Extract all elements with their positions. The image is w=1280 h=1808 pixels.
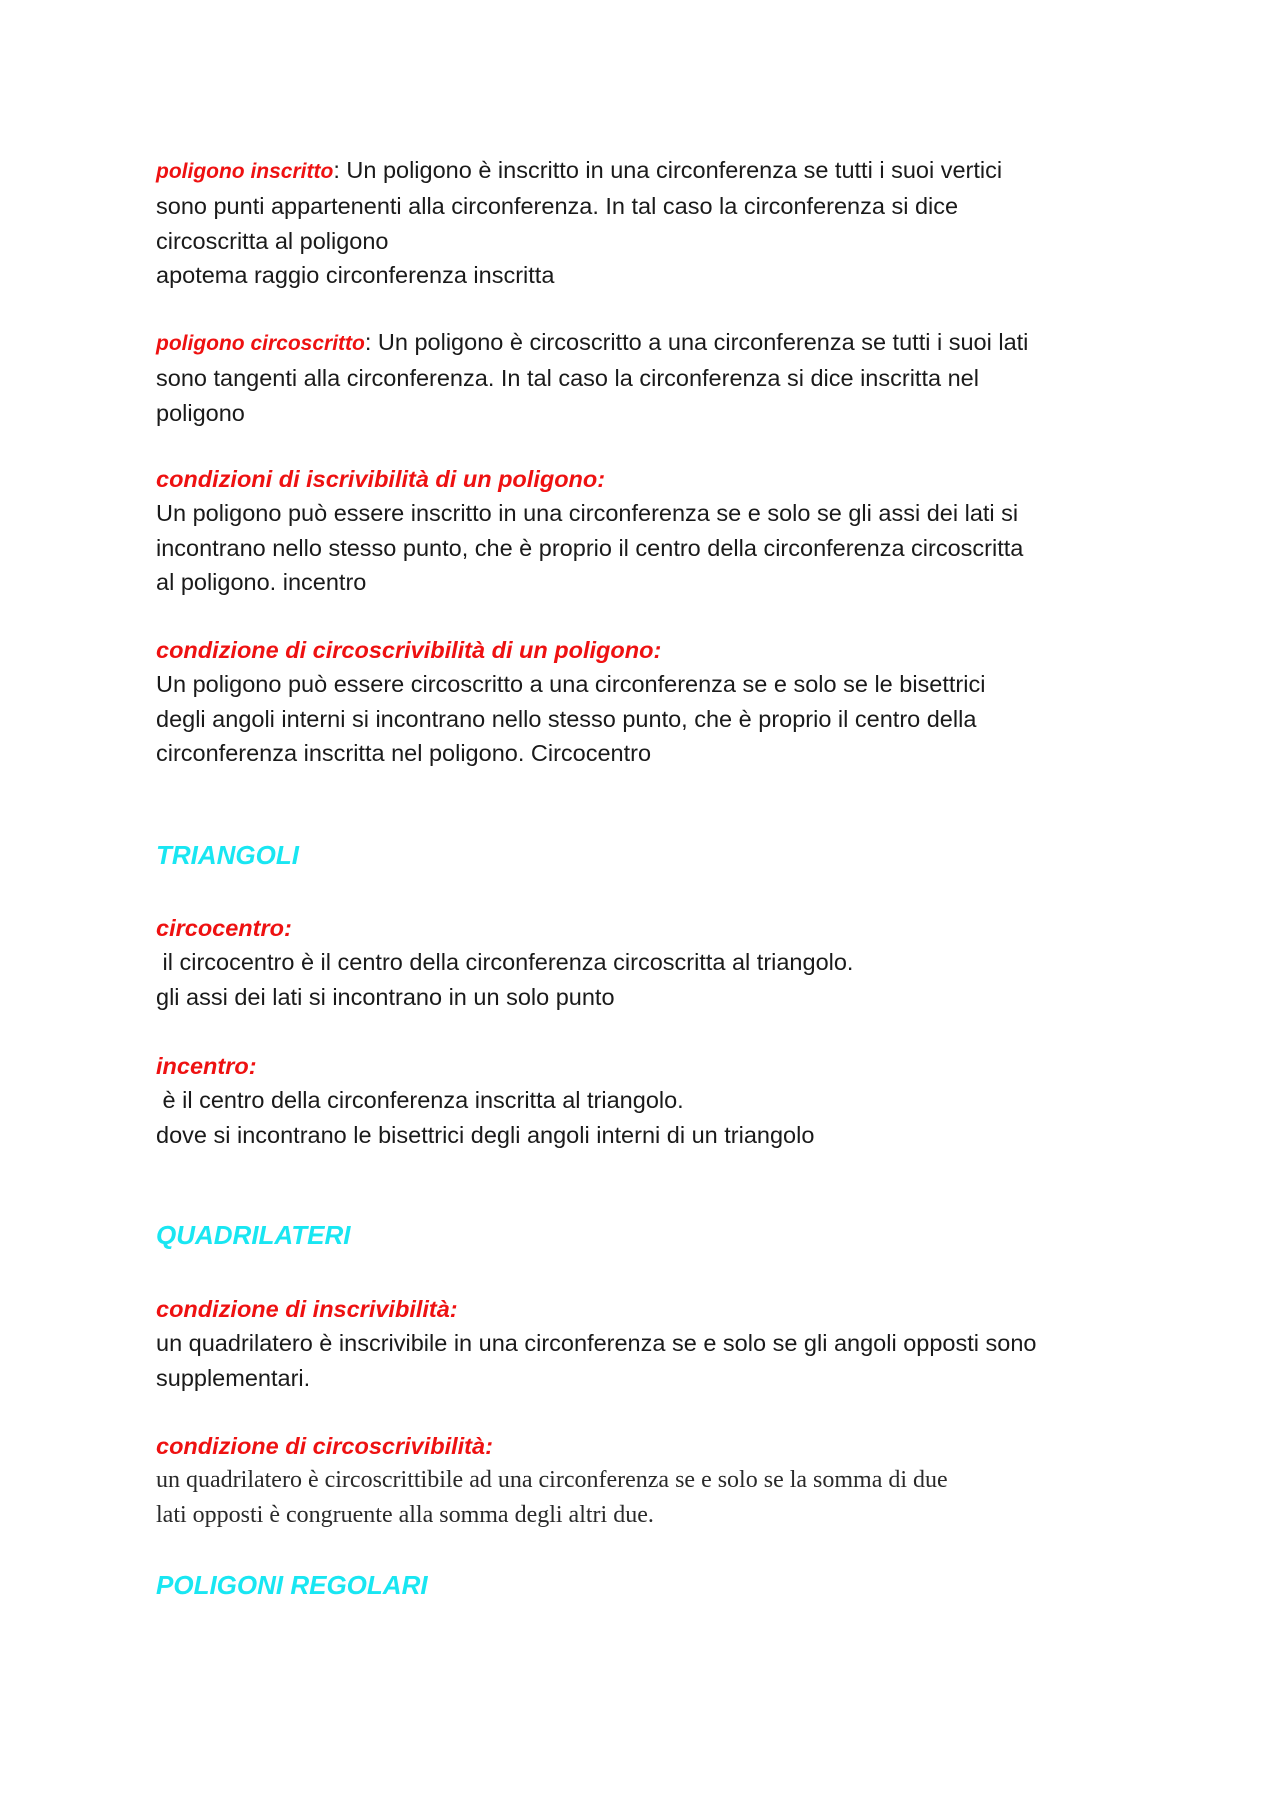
- paragraph-line: supplementari.: [156, 1364, 311, 1391]
- definition-poligono-circoscritto: [156, 325, 1156, 430]
- paragraph-line: Un poligono può essere inscritto in una circonferenza se e solo se gli assi dei lati si: [156, 500, 1019, 527]
- paragraph-line: circonferenza inscritta nel poligono. Circocentro: [156, 740, 652, 767]
- definition-text: : Un poligono è circoscritto a una circonferenza se tutti i suoi lati: [364, 329, 1029, 355]
- paragraph-line: Un poligono può essere circoscritto a una circonferenza se e solo se le bisettrici: [156, 671, 986, 698]
- definition-line: [156, 325, 1156, 361]
- paragraph-line: incontrano nello stesso punto, che è proprio il centro della circonferenza circoscritta: [156, 534, 1024, 561]
- paragraph-line: il circocentro è il centro della circonferenza circoscritta al triangolo.: [156, 949, 854, 976]
- paragraph-line: gli assi dei lati si incontrano in un solo punto: [156, 983, 615, 1010]
- section-title-poligoni-regolari: POLIGONI REGOLARI: [156, 1570, 428, 1600]
- definition-line: poligono: [156, 399, 245, 426]
- triangoli-incentro: [156, 1049, 1156, 1152]
- term-poligono-inscritto: poligono inscritto: [156, 160, 334, 183]
- subheading: circocentro:: [156, 915, 292, 941]
- paragraph-line: lati opposti è congruente alla somma degli altri due.: [156, 1501, 654, 1528]
- subheading: condizione di circoscrivibilità di un poligono:: [156, 637, 662, 663]
- section-title-quadrilateri: QUADRILATERI: [156, 1220, 351, 1250]
- triangoli-circocentro: [156, 911, 1156, 1014]
- section-title-triangoli: TRIANGOLI: [156, 840, 299, 870]
- note-line: apotema raggio circonferenza inscritta: [156, 262, 555, 289]
- condition-circoscrivibilita-poligono: [156, 633, 1156, 771]
- subheading: incentro:: [156, 1053, 257, 1079]
- paragraph-line: dove si incontrano le bisettrici degli angoli interni di un triangolo: [156, 1121, 815, 1148]
- subheading: condizione di inscrivibilità:: [156, 1296, 458, 1322]
- definition-text: : Un poligono è inscritto in una circonferenza se tutti i suoi vertici: [333, 157, 1003, 183]
- condition-iscrivibilita-poligono: [156, 462, 1156, 600]
- paragraph-line: al poligono. incentro: [156, 569, 367, 596]
- paragraph-line: è il centro della circonferenza inscritta al triangolo.: [156, 1087, 684, 1114]
- paragraph-line: degli angoli interni si incontrano nello stesso punto, che è proprio il centro della: [156, 705, 977, 732]
- paragraph-line: un quadrilatero è circoscrittibile ad una circonferenza se e solo se la somma di due: [156, 1467, 948, 1494]
- definition-line: circoscritta al poligono: [156, 227, 389, 254]
- quadrilateri-inscrivibilita: [156, 1292, 1156, 1395]
- subheading: condizioni di iscrivibilità di un poligono:: [156, 466, 606, 492]
- term-poligono-circoscritto: poligono circoscritto: [156, 332, 365, 355]
- definition-line: sono punti appartenenti alla circonferenza. In tal caso la circonferenza si dice: [156, 193, 959, 220]
- subheading: condizione di circoscrivibilità:: [156, 1433, 493, 1459]
- paragraph-line: un quadrilatero è inscrivibile in una circonferenza se e solo se gli angoli opposti sono: [156, 1330, 1037, 1357]
- definition-line: [156, 153, 1156, 189]
- definition-poligono-inscritto: [156, 153, 1156, 293]
- quadrilateri-circoscrivibilita: [156, 1429, 1156, 1532]
- definition-line: sono tangenti alla circonferenza. In tal caso la circonferenza si dice inscritta nel: [156, 365, 979, 392]
